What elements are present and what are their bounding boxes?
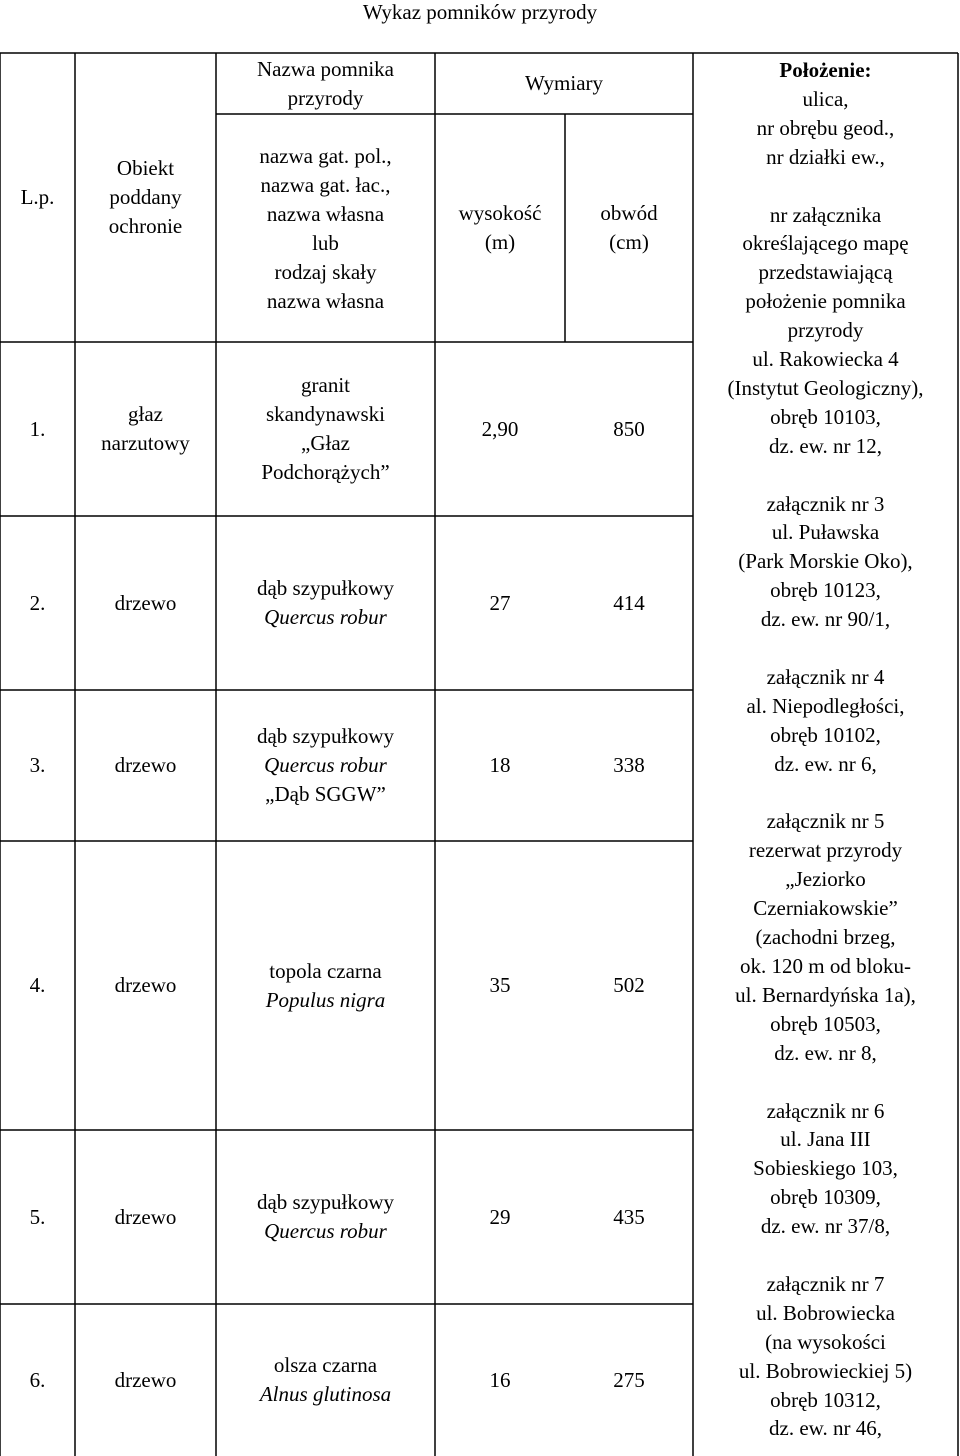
row-lp xyxy=(0,841,75,1130)
location-line: dz. ew. nr 6, xyxy=(774,751,877,776)
location-line: ul. Puławska xyxy=(771,520,880,545)
row-wysokosc-text: 29 xyxy=(489,1204,511,1229)
row-lp xyxy=(0,1130,75,1304)
header-polozenie-line: nr załącznika xyxy=(769,202,882,227)
row-nazwa-text: Quercus robur xyxy=(264,1219,387,1243)
row-obiekt xyxy=(75,1130,216,1304)
header-nazwa-sub-line: rodzaj skały xyxy=(274,260,377,284)
header-nazwa-line: Nazwa pomnika xyxy=(256,57,395,81)
row-obwod-text: 414 xyxy=(613,590,645,615)
header-obiekt-line: poddany xyxy=(109,185,182,209)
row-wysokosc-text: 2,90 xyxy=(481,416,519,441)
row-nazwa-text: Alnus glutinosa xyxy=(259,1382,392,1406)
location-line: (Park Morskie Oko), xyxy=(738,549,913,574)
row-obiekt-text: głaz xyxy=(128,402,163,426)
row-lp-text: 4. xyxy=(29,973,46,997)
row-nazwa-text: skandynawski xyxy=(266,402,385,426)
location-line: obręb 10503, xyxy=(770,1011,881,1036)
row-obiekt-text: drzewo xyxy=(114,590,177,615)
row-obiekt-text: narzutowy xyxy=(101,431,190,455)
location-line: rezerwat przyrody xyxy=(748,838,903,863)
header-wysokosc-line: wysokość xyxy=(458,201,542,225)
header-wysokosc xyxy=(435,114,565,342)
location-line: ul. Bobrowiecka xyxy=(756,1300,895,1325)
row-wysokosc-text: 16 xyxy=(489,1367,511,1392)
row-obwod-text: 338 xyxy=(613,753,645,777)
row-nazwa-text: Populus nigra xyxy=(265,987,386,1012)
header-polozenie-gap xyxy=(693,172,958,201)
row-nazwa-text: dąb szypułkowy xyxy=(256,724,395,748)
row-obiekt-text: drzewo xyxy=(114,753,177,777)
header-nazwa-sub-line: lub xyxy=(312,231,339,255)
location-line: dz. ew. nr 8, xyxy=(774,1040,877,1065)
header-wymiary xyxy=(435,53,693,114)
row-obiekt-text: drzewo xyxy=(114,1204,177,1229)
header-obiekt-line: ochronie xyxy=(108,214,183,238)
header-nazwa-sub-line: nazwa gat. łac., xyxy=(260,173,391,197)
row-obwod xyxy=(565,1130,693,1304)
row-nazwa xyxy=(216,342,435,516)
row-nazwa-text: topola czarna xyxy=(269,958,382,983)
header-polozenie-line: nr działki ew., xyxy=(766,144,885,169)
row-lp-text: 2. xyxy=(29,590,46,615)
header-obwod xyxy=(565,114,693,342)
row-lp-text: 1. xyxy=(29,416,46,441)
header-obwod-line: obwód xyxy=(600,201,658,225)
header-obiekt xyxy=(75,53,216,342)
location-gap xyxy=(693,1068,958,1097)
row-lp xyxy=(0,690,75,841)
row-wysokosc-text: 27 xyxy=(489,590,511,615)
location-line: dz. ew. nr 46, xyxy=(769,1416,882,1441)
location-line: al. Niepodległości, xyxy=(746,693,905,718)
header-polozenie-line: określającego mapę xyxy=(742,231,909,256)
row-nazwa-text: Podchorążych” xyxy=(261,460,390,484)
header-nazwa-line: przyrody xyxy=(287,86,364,110)
row-nazwa xyxy=(216,841,435,1130)
row-obiekt-text: drzewo xyxy=(114,973,177,997)
location-line: obręb 10103, xyxy=(770,404,881,429)
header-polozenie-line: przyrody xyxy=(787,318,864,343)
row-nazwa-text: „Dąb SGGW” xyxy=(265,782,386,806)
row-wysokosc xyxy=(435,516,565,690)
row-wysokosc xyxy=(435,1304,565,1456)
row-obwod xyxy=(565,1304,693,1456)
row-obiekt-text: drzewo xyxy=(114,1367,177,1392)
row-obwod xyxy=(565,690,693,841)
location-line: ul. Rakowiecka 4 xyxy=(752,347,899,371)
header-polozenie-title: Położenie: xyxy=(779,58,872,82)
document-title: Wykaz pomników przyrody xyxy=(362,0,598,24)
header-nazwa-sub-line: nazwa gat. pol., xyxy=(259,144,392,168)
header-nazwa-sub xyxy=(216,142,435,316)
row-wysokosc xyxy=(435,342,565,516)
header-nazwa-sub-line: nazwa własna xyxy=(266,289,385,313)
row-wysokosc-text: 35 xyxy=(489,973,511,997)
location-line: dz. ew. nr 37/8, xyxy=(760,1214,891,1239)
location-line: załącznik nr 5 xyxy=(766,809,885,834)
header-polozenie-line: ulica, xyxy=(802,86,849,111)
row-nazwa-text: olsza czarna xyxy=(273,1353,378,1377)
row-obwod xyxy=(565,516,693,690)
row-obwod-text: 275 xyxy=(613,1367,645,1392)
location-line: Sobieskiego 103, xyxy=(753,1156,898,1181)
row-lp-text: 3. xyxy=(29,753,46,777)
row-nazwa-text: Quercus robur xyxy=(264,753,387,777)
location-line: obręb 10123, xyxy=(770,578,881,603)
row-wysokosc xyxy=(435,841,565,1130)
location-gap xyxy=(693,634,958,663)
location-line: ul. Bobrowieckiej 5) xyxy=(738,1358,913,1383)
row-lp xyxy=(0,1304,75,1456)
row-obiekt xyxy=(75,841,216,1130)
row-obiekt xyxy=(75,1304,216,1456)
row-obwod-text: 850 xyxy=(613,416,645,441)
location-line: obręb 10309, xyxy=(770,1185,881,1210)
row-lp-text: 6. xyxy=(29,1367,46,1392)
location-gap xyxy=(693,1241,958,1270)
row-obiekt xyxy=(75,516,216,690)
header-polozenie-line: nr obrębu geod., xyxy=(756,115,895,140)
header-nazwa-sub-line: nazwa własna xyxy=(266,202,385,226)
header-wymiary-label: Wymiary xyxy=(524,71,604,95)
location-gap xyxy=(693,461,958,490)
location-line: dz. ew. nr 90/1, xyxy=(760,607,891,632)
header-polozenie xyxy=(693,56,958,345)
location-line: załącznik nr 6 xyxy=(766,1098,885,1123)
row-obiekt xyxy=(75,690,216,841)
row-nazwa-text: dąb szypułkowy xyxy=(256,576,395,600)
location-line: ul. Bernardyńska 1a), xyxy=(735,982,916,1007)
row-wysokosc-text: 18 xyxy=(489,753,511,777)
location-gap xyxy=(693,779,958,808)
row-obwod-text: 435 xyxy=(613,1204,645,1229)
location-line: (zachodni brzeg, xyxy=(755,925,896,950)
row-obwod-text: 502 xyxy=(613,973,645,997)
header-nazwa-title xyxy=(216,55,435,113)
location-line: załącznik nr 4 xyxy=(766,664,885,689)
row-wysokosc xyxy=(435,1130,565,1304)
header-obiekt-line: Obiekt xyxy=(116,156,175,180)
row-nazwa xyxy=(216,516,435,690)
location-line: obręb 10312, xyxy=(770,1387,881,1412)
row-nazwa-text: Quercus robur xyxy=(264,605,387,629)
header-polozenie-line: położenie pomnika xyxy=(745,289,906,314)
location-line: „Jeziorko xyxy=(785,867,866,892)
row-nazwa-text: „Głaz xyxy=(301,431,350,455)
location-line: załącznik nr 7 xyxy=(766,1271,885,1296)
location-line: obręb 10102, xyxy=(770,722,881,747)
location-line: (Instytut Geologiczny), xyxy=(727,375,924,400)
row-obiekt xyxy=(75,342,216,516)
row-lp xyxy=(0,342,75,516)
location-line: ok. 120 m od bloku- xyxy=(740,953,911,978)
location-line: Czerniakowskie” xyxy=(753,896,898,921)
row-nazwa-text: dąb szypułkowy xyxy=(256,1190,395,1214)
row-lp-text: 5. xyxy=(29,1204,46,1229)
location-line: (na wysokości xyxy=(765,1329,886,1354)
header-wysokosc-line: (m) xyxy=(484,230,516,254)
row-nazwa xyxy=(216,690,435,841)
row-obwod xyxy=(565,342,693,516)
location-line: ul. Jana III xyxy=(780,1127,871,1152)
location-line: dz. ew. nr 12, xyxy=(769,433,882,458)
row-lp xyxy=(0,516,75,690)
row-wysokosc xyxy=(435,690,565,841)
header-lp-label: L.p. xyxy=(20,185,55,209)
row-nazwa-text: granit xyxy=(301,373,350,397)
header-polozenie-line: przedstawiającą xyxy=(758,260,893,285)
location-line: załącznik nr 3 xyxy=(766,491,885,516)
header-lp xyxy=(0,53,75,342)
row-obwod xyxy=(565,841,693,1130)
header-obwod-line: (cm) xyxy=(609,230,649,254)
row-nazwa xyxy=(216,1304,435,1456)
location-column xyxy=(693,345,958,1443)
row-nazwa xyxy=(216,1130,435,1304)
